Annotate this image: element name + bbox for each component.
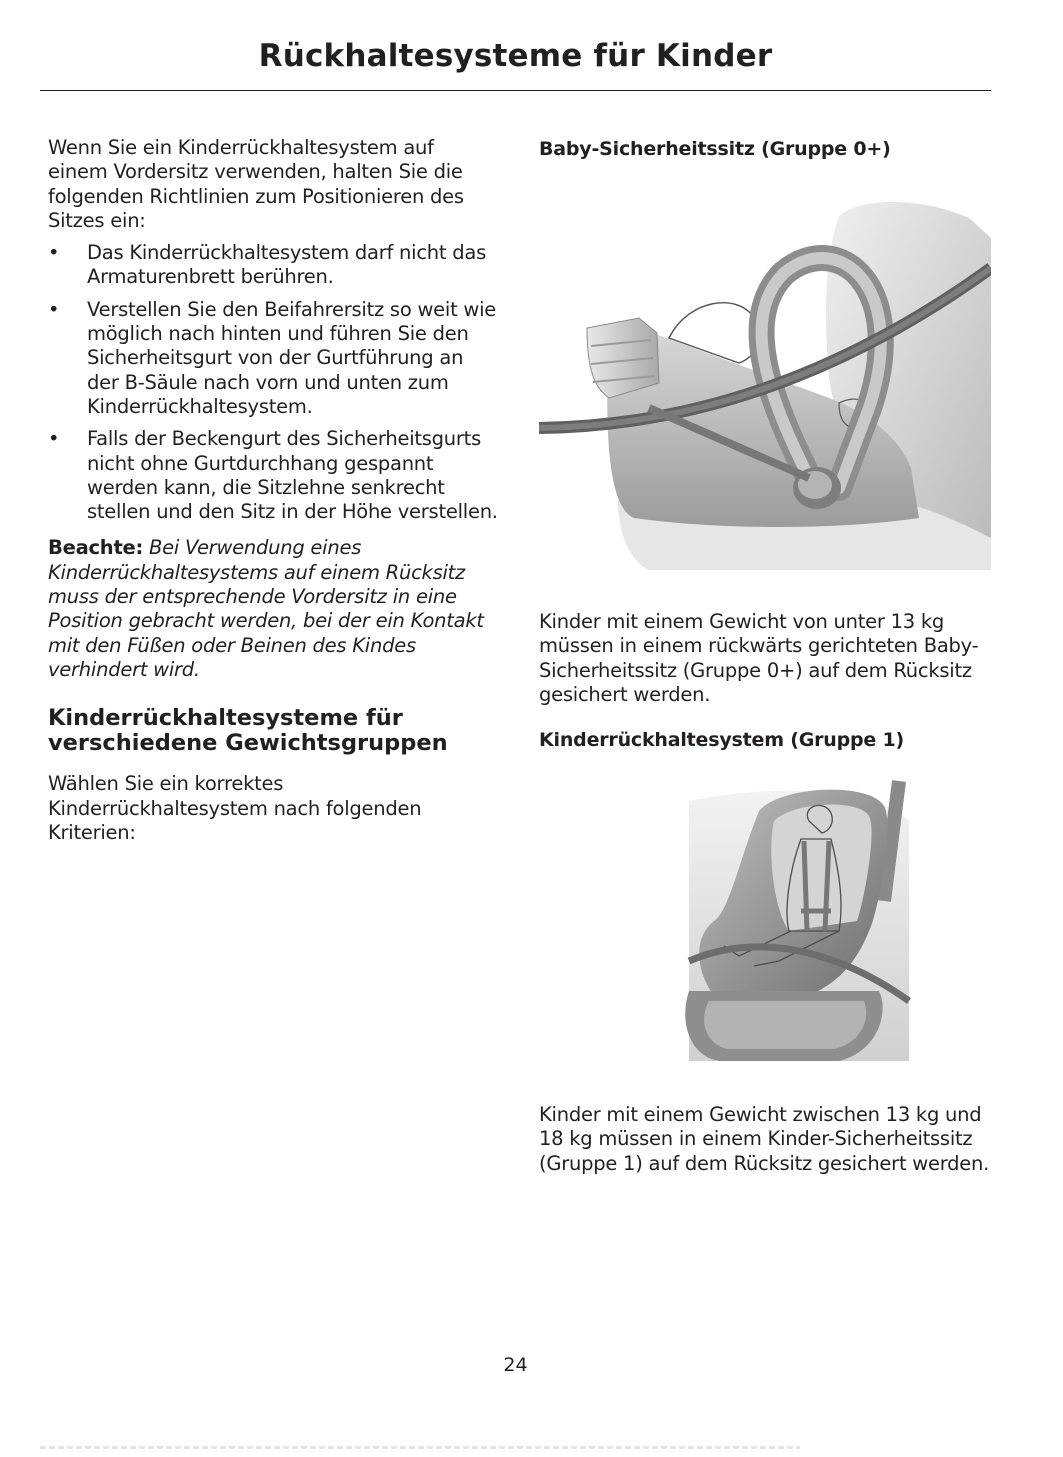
heading-group-1: Kinderrückhaltesystem (Gruppe 1) xyxy=(539,729,905,752)
list-item-text: Verstellen Sie den Beifahrersitz so weit wie möglich nach hinten und führen Sie den Sicherheitsgurt von der Gurtführung an der B-Säule nach vorn und unten zum Kinderrückhaltesystem. xyxy=(87,297,497,418)
footer-print-marks xyxy=(40,1446,800,1449)
right-column xyxy=(539,136,999,1176)
section-paragraph: Wählen Sie ein korrektes Kinderrückhaltesystem nach folgenden Kriterien: xyxy=(48,772,422,844)
title-divider xyxy=(40,90,991,91)
intro-paragraph: Wenn Sie ein Kinderrückhaltesystem auf einem Vordersitz verwenden, halten Sie die folgenden Richtlinien zum Positionieren des Sitzes ein: xyxy=(48,136,464,232)
page-number: 24 xyxy=(503,1354,528,1376)
section-heading: Kinderrückhaltesysteme für verschiedene Gewichtsgruppen xyxy=(48,705,448,757)
bullet-icon: • xyxy=(48,241,60,265)
text-group-1: Kinder mit einem Gewicht zwischen 13 kg und 18 kg müssen in einem Kinder-Sicherheitssitz (Gruppe 1) auf dem Rücksitz gesichert werden. xyxy=(539,1103,990,1175)
note-text: Bei Verwendung eines Kinderrückhaltesystems auf einem Rücksitz muss der entsprechende Vordersitz in eine Position gebracht werden, bei der ein Kontakt mit den Füßen oder Beinen des Kindes verhindert wird. xyxy=(48,536,484,681)
baby-seat-illustration xyxy=(539,178,991,570)
bullet-icon: • xyxy=(48,427,60,451)
list-item xyxy=(48,427,498,524)
note-label: Beachte: xyxy=(48,536,144,560)
heading-group-0-plus: Baby-Sicherheitssitz (Gruppe 0+) xyxy=(539,138,891,160)
list-item-text: Falls der Beckengurt des Sicherheitsgurts nicht ohne Gurtdurchhang gespannt werden kann, die Sitzlehne senkrecht stellen und den Sitz in der Höhe verstellen. xyxy=(87,427,498,524)
list-item xyxy=(48,241,498,290)
child-seat-illustration xyxy=(539,761,999,1071)
bullet-icon: • xyxy=(48,297,60,321)
page-title: Rückhaltesysteme für Kinder xyxy=(258,38,773,74)
list-item xyxy=(48,298,498,419)
left-column xyxy=(48,136,498,845)
guideline-list xyxy=(48,241,498,524)
list-item-text: Das Kinderrückhaltesystem darf nicht das Armaturenbrett berühren. xyxy=(87,241,486,289)
text-group-0-plus: Kinder mit einem Gewicht von unter 13 kg müssen in einem rückwärts gerichteten Baby-Sicherheitssitz (Gruppe 0+) auf dem Rücksitz gesichert werden. xyxy=(539,610,979,706)
note-paragraph xyxy=(48,536,498,682)
